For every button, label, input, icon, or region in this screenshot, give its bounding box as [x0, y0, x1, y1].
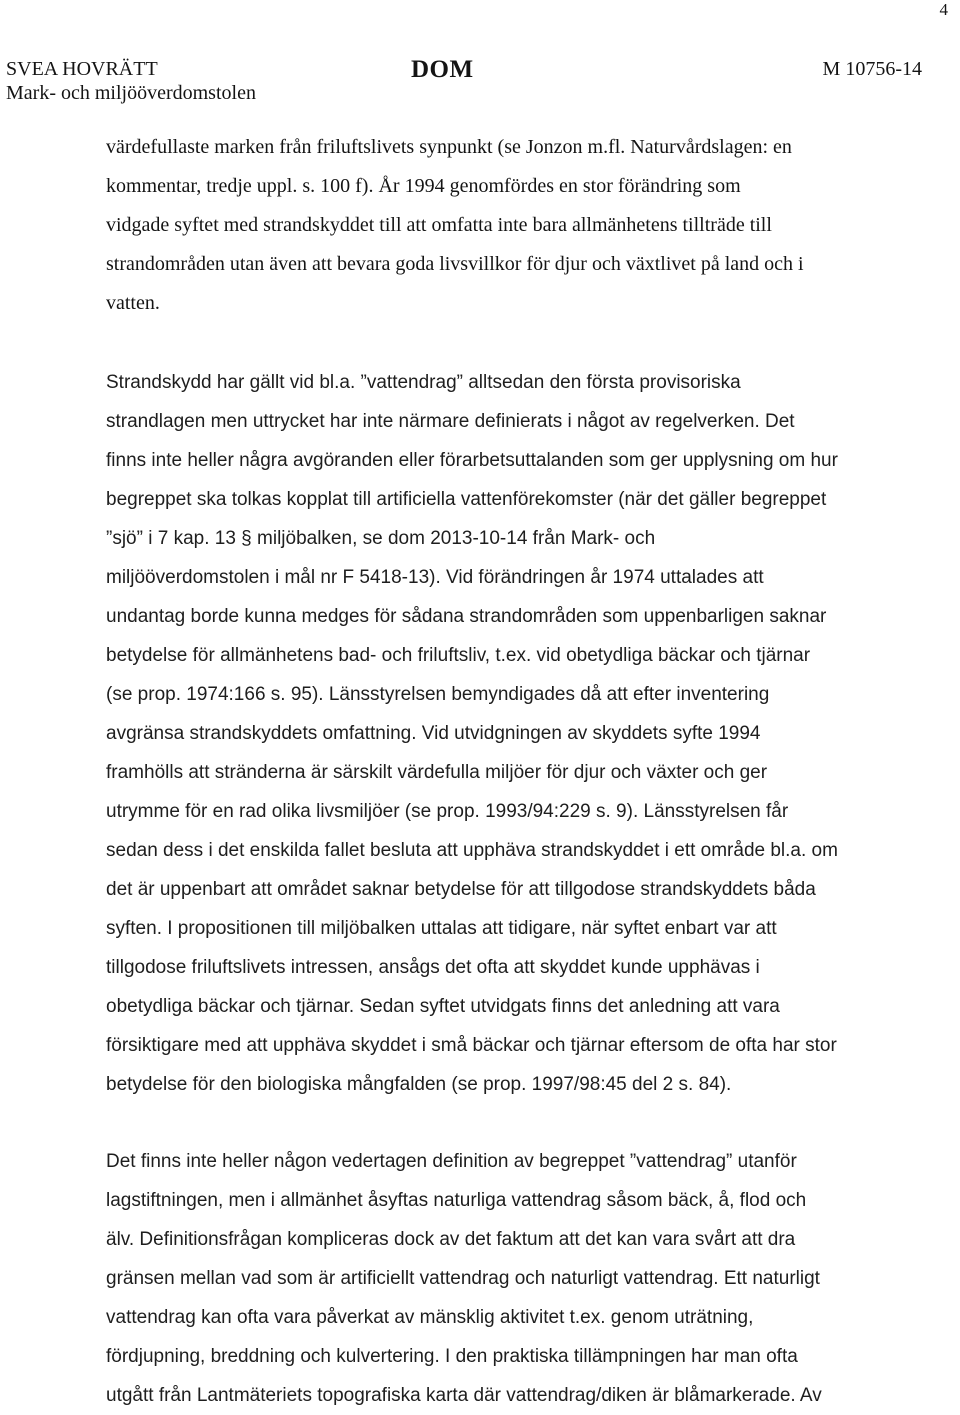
text-line: Strandskydd har gällt vid bl.a. ”vattendrag” alltsedan den första provisoriska — [106, 372, 741, 393]
text-line: finns inte heller några avgöranden eller förarbetsuttalanden som ger upplysning om hur — [106, 450, 838, 471]
text-line: begreppet ska tolkas kopplat till artificiella vattenförekomster (när det gäller begreppet — [106, 489, 827, 510]
court-name: SVEA HOVRÄTT — [6, 58, 158, 80]
paragraph-spacer — [106, 323, 892, 363]
text-line: vattendrag kan ofta vara påverkat av mänsklig aktivitet t.ex. genom uträtning, — [106, 1307, 754, 1328]
text-line: (se prop. 1974:166 s. 95). Länsstyrelsen bemyndigades då att efter inventering — [106, 684, 770, 705]
text-line: betydelse för allmänhetens bad- och friluftsliv, t.ex. vid obetydliga bäckar och tjärnar — [106, 645, 811, 666]
document-body — [106, 128, 892, 1415]
page-number: 4 — [939, 0, 948, 19]
text-line: sedan dess i det enskilda fallet besluta att upphäva strandskyddet i ett område bl.a. om — [106, 840, 838, 861]
text-line: fördjupning, breddning och kulvertering. I den praktiska tillämpningen har man ofta — [106, 1346, 798, 1367]
text-line: Det finns inte heller någon vedertagen definition av begreppet ”vattendrag” utanför — [106, 1151, 797, 1172]
text-line: ”sjö” i 7 kap. 13 § miljöbalken, se dom 2013-10-14 från Mark- och — [106, 528, 656, 549]
text-line: framhölls att stränderna är särskilt värdefulla miljöer för djur och växter och ger — [106, 762, 768, 783]
text-line: det är uppenbart att området saknar betydelse för att tillgodose strandskyddets båda — [106, 879, 816, 900]
text-line: kommentar, tredje uppl. s. 100 f). År 1994 genomfördes en stor förändring som — [106, 175, 741, 197]
text-line: gränsen mellan vad som är artificiellt vattendrag och naturligt vattendrag. Ett naturligt — [106, 1268, 820, 1289]
text-line: vidgade syftet med strandskyddet till att omfatta inte bara allmänhetens tillträde till — [106, 214, 772, 236]
case-number: M 10756-14 — [822, 58, 922, 80]
text-line: strandlagen men uttrycket har inte närmare definierats i något av regelverken. Det — [106, 411, 795, 432]
text-line: vatten. — [106, 292, 160, 314]
text-line: syften. I propositionen till miljöbalken uttalas att tidigare, när syftet enbart var att — [106, 918, 777, 939]
document-header — [0, 58, 960, 106]
paragraph-1 — [106, 128, 892, 323]
text-line: älv. Definitionsfrågan kompliceras dock av det faktum att det kan vara svårt att dra — [106, 1229, 796, 1250]
text-line: utgått från Lantmäteriets topografiska karta där vattendrag/diken är blåmarkerade. Av — [106, 1385, 822, 1406]
paragraph-spacer — [106, 1104, 892, 1142]
text-line: lagstiftningen, men i allmänhet åsyftas naturliga vattendrag såsom bäck, å, flod och — [106, 1190, 807, 1211]
court-division: Mark- och miljööverdomstolen — [6, 82, 256, 104]
text-line: försiktigare med att upphäva skyddet i små bäckar och tjärnar eftersom de ofta har stor — [106, 1035, 837, 1056]
text-line: miljööverdomstolen i mål nr F 5418-13). Vid förändringen år 1974 uttalades att — [106, 567, 764, 588]
text-line: tillgodose friluftslivets intressen, ansågs det ofta att skyddet kunde upphävas i — [106, 957, 760, 978]
document-type: DOM — [411, 56, 474, 83]
text-line: strandområden utan även att bevara goda livsvillkor för djur och växtlivet på land och i — [106, 253, 804, 275]
text-line: värdefullaste marken från friluftslivets synpunkt (se Jonzon m.fl. Naturvårdslagen: en — [106, 136, 792, 158]
text-line: avgränsa strandskyddets omfattning. Vid utvidgningen av skyddets syfte 1994 — [106, 723, 761, 744]
paragraph-3 — [106, 1142, 892, 1415]
paragraph-2 — [106, 363, 892, 1104]
text-line: obetydliga bäckar och tjärnar. Sedan syftet utvidgats finns det anledning att vara — [106, 996, 780, 1017]
text-line: utrymme för en rad olika livsmiljöer (se prop. 1993/94:229 s. 9). Länsstyrelsen får — [106, 801, 789, 822]
court-block — [6, 58, 256, 104]
text-line: betydelse för den biologiska mångfalden (se prop. 1997/98:45 del 2 s. 84). — [106, 1074, 732, 1095]
text-line: undantag borde kunna medges för sådana strandområden som uppenbarligen saknar — [106, 606, 827, 627]
